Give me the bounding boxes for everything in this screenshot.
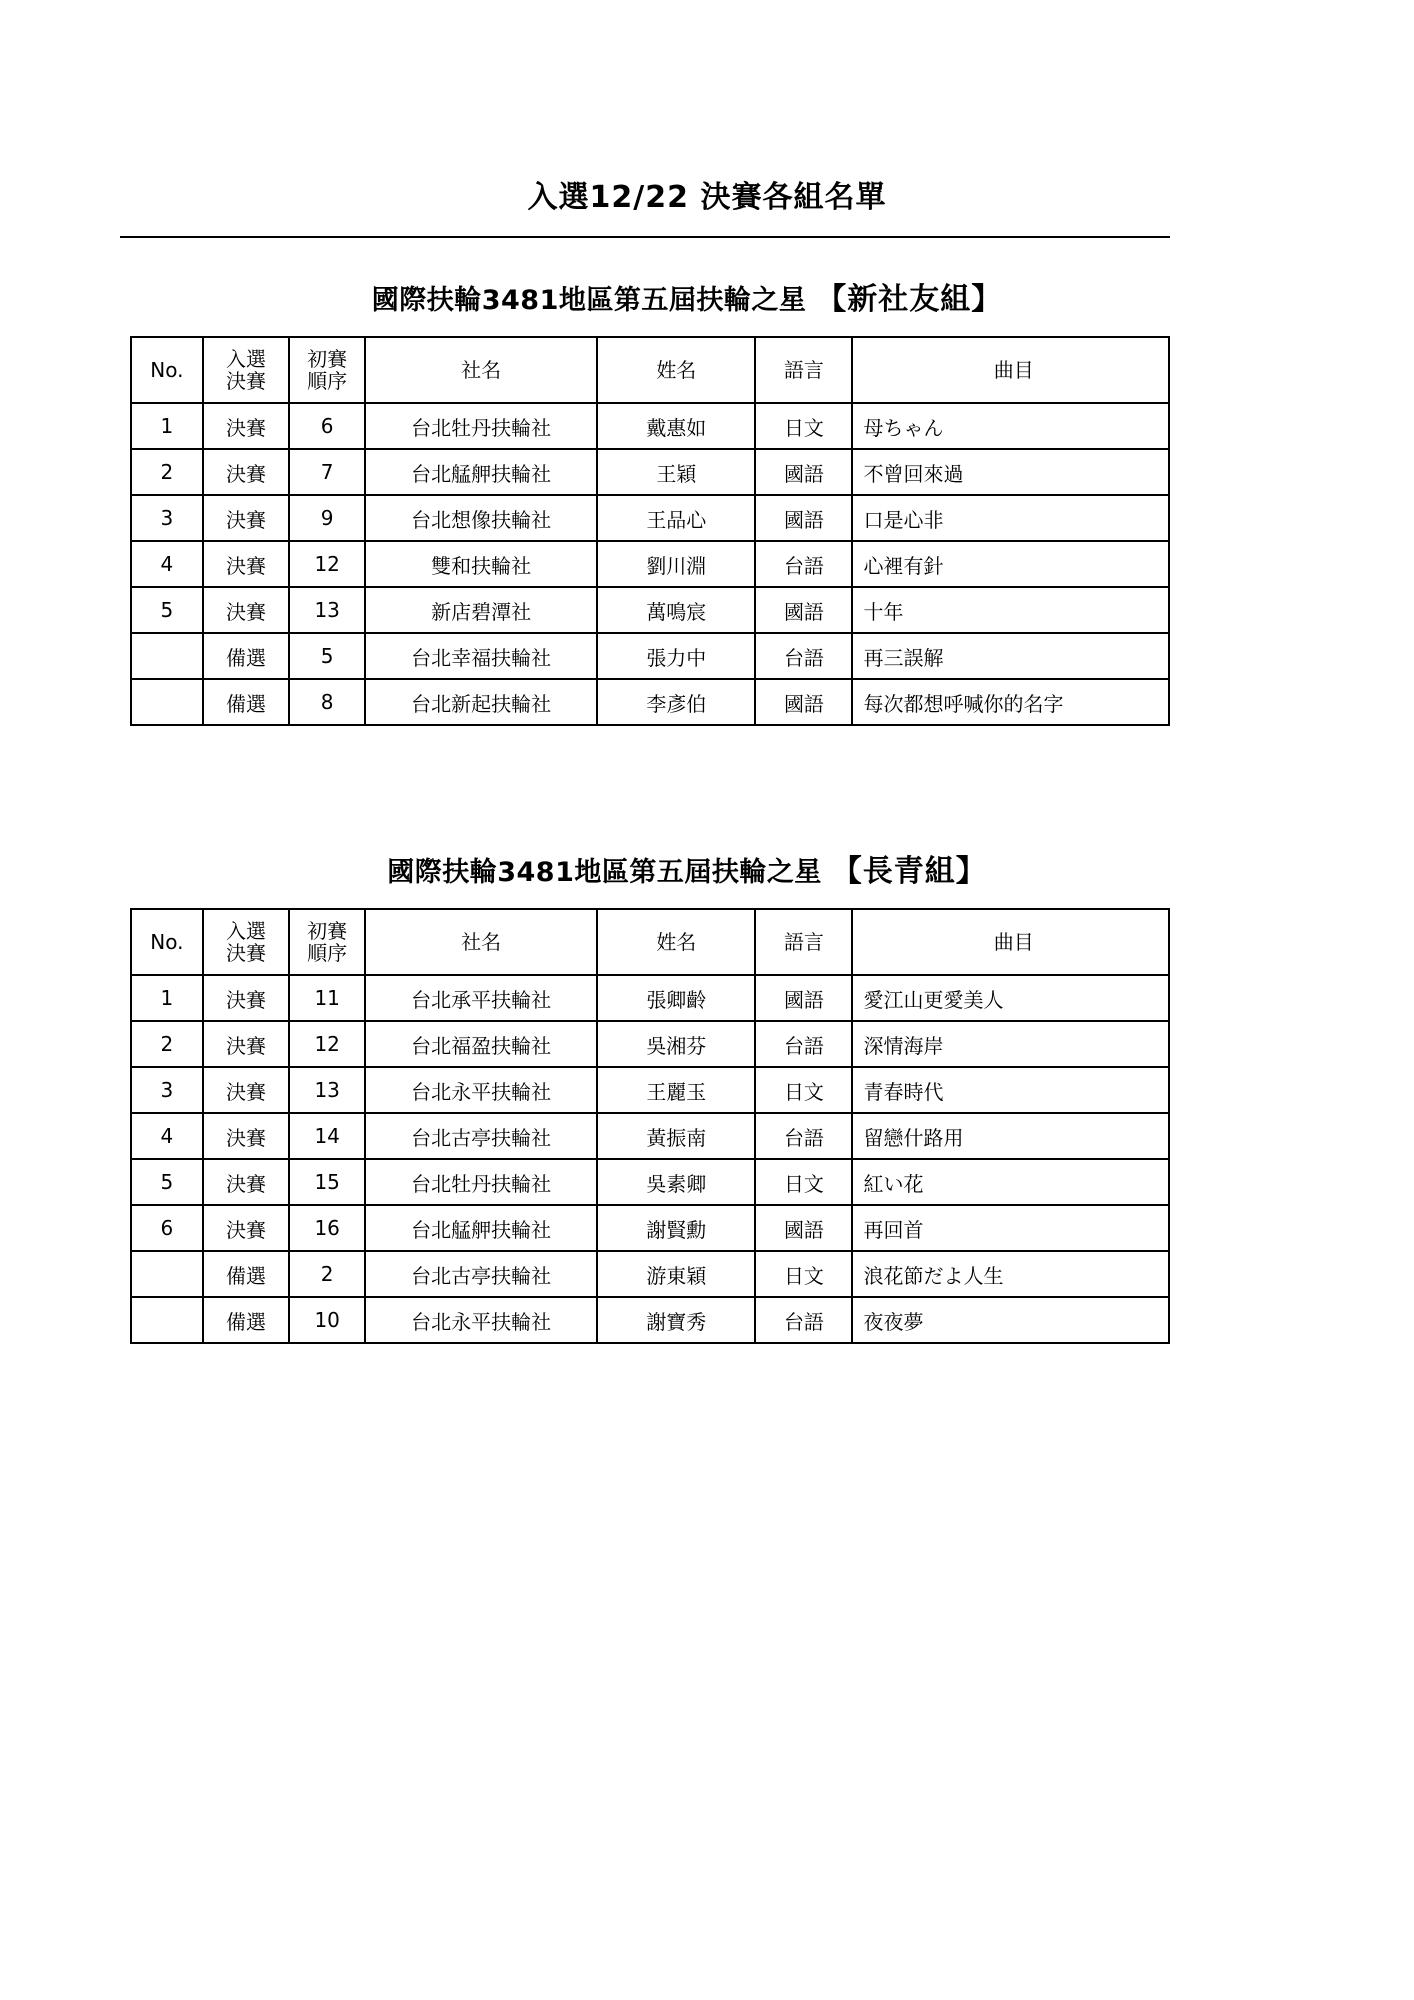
cell-no: 3 xyxy=(131,1067,203,1113)
cell-language: 國語 xyxy=(755,679,852,725)
cell-club: 台北永平扶輪社 xyxy=(365,1297,597,1343)
table-row xyxy=(131,1251,1169,1297)
table-row xyxy=(131,449,1169,495)
cell-final: 決賽 xyxy=(203,1205,289,1251)
cell-club: 台北福盈扶輪社 xyxy=(365,1021,597,1067)
cell-final: 決賽 xyxy=(203,1067,289,1113)
cell-no: 1 xyxy=(131,403,203,449)
page-title: 入選12/22 決賽各組名單 xyxy=(527,180,887,215)
cell-song: 再三誤解 xyxy=(852,633,1169,679)
cell-final: 決賽 xyxy=(203,495,289,541)
col-header-final-line1: 入選 xyxy=(225,918,266,943)
cell-language: 台語 xyxy=(755,1297,852,1343)
cell-language: 日文 xyxy=(755,1159,852,1205)
cell-song: 口是心非 xyxy=(852,495,1169,541)
results-table xyxy=(130,336,1170,726)
col-header-seq-line2: 順序 xyxy=(307,941,348,965)
cell-name: 張力中 xyxy=(597,633,755,679)
col-header-no: No. xyxy=(131,337,203,403)
cell-song: 夜夜夢 xyxy=(852,1297,1169,1343)
cell-language: 日文 xyxy=(755,403,852,449)
table-row xyxy=(131,541,1169,587)
cell-language: 台語 xyxy=(755,1021,852,1067)
cell-seq: 6 xyxy=(289,403,365,449)
cell-language: 國語 xyxy=(755,1205,852,1251)
cell-song: 母ちゃん xyxy=(852,403,1169,449)
table-body xyxy=(131,403,1169,725)
col-header-final xyxy=(203,337,289,403)
cell-no: 2 xyxy=(131,1021,203,1067)
cell-seq: 13 xyxy=(289,587,365,633)
cell-no: 5 xyxy=(131,1159,203,1205)
cell-language: 台語 xyxy=(755,633,852,679)
col-header-language: 語言 xyxy=(755,337,852,403)
col-header-song: 曲目 xyxy=(852,909,1169,975)
cell-club: 台北牡丹扶輪社 xyxy=(365,403,597,449)
cell-seq: 11 xyxy=(289,975,365,1021)
table-row xyxy=(131,1021,1169,1067)
cell-club: 台北承平扶輪社 xyxy=(365,975,597,1021)
col-header-song: 曲目 xyxy=(852,337,1169,403)
cell-club: 台北新起扶輪社 xyxy=(365,679,597,725)
section-heading-group: 【長青組】 xyxy=(831,854,987,889)
section-heading-prefix: 國際扶輪3481地區第五屆扶輪之星 xyxy=(387,857,822,888)
cell-final: 備選 xyxy=(203,679,289,725)
col-header-name: 姓名 xyxy=(597,909,755,975)
col-header-no: No. xyxy=(131,909,203,975)
cell-club: 台北古亭扶輪社 xyxy=(365,1113,597,1159)
table-header-row xyxy=(131,909,1169,975)
col-header-club: 社名 xyxy=(365,909,597,975)
table-body xyxy=(131,975,1169,1343)
cell-club: 雙和扶輪社 xyxy=(365,541,597,587)
col-header-club: 社名 xyxy=(365,337,597,403)
cell-no xyxy=(131,1251,203,1297)
cell-song: 紅い花 xyxy=(852,1159,1169,1205)
cell-language: 日文 xyxy=(755,1067,852,1113)
table-row xyxy=(131,1159,1169,1205)
cell-seq: 7 xyxy=(289,449,365,495)
section-senior xyxy=(120,846,1294,1344)
cell-no xyxy=(131,679,203,725)
cell-final: 決賽 xyxy=(203,975,289,1021)
cell-final: 決賽 xyxy=(203,1159,289,1205)
cell-name: 王穎 xyxy=(597,449,755,495)
section-heading xyxy=(120,846,1294,890)
col-header-final-line2: 決賽 xyxy=(225,941,266,965)
section-heading-prefix: 國際扶輪3481地區第五屆扶輪之星 xyxy=(371,285,807,316)
table-row xyxy=(131,679,1169,725)
cell-final: 備選 xyxy=(203,633,289,679)
cell-final: 決賽 xyxy=(203,541,289,587)
col-header-seq xyxy=(289,337,365,403)
cell-club: 台北想像扶輪社 xyxy=(365,495,597,541)
cell-language: 台語 xyxy=(755,541,852,587)
cell-no xyxy=(131,633,203,679)
col-header-name: 姓名 xyxy=(597,337,755,403)
section-new-members xyxy=(120,274,1294,726)
cell-final: 決賽 xyxy=(203,449,289,495)
cell-no: 2 xyxy=(131,449,203,495)
cell-club: 台北幸福扶輪社 xyxy=(365,633,597,679)
cell-name: 劉川淵 xyxy=(597,541,755,587)
col-header-seq-line2: 順序 xyxy=(307,369,348,393)
cell-seq: 12 xyxy=(289,1021,365,1067)
col-header-final-line1: 入選 xyxy=(225,346,266,371)
cell-name: 李彥伯 xyxy=(597,679,755,725)
col-header-final xyxy=(203,909,289,975)
results-table xyxy=(130,908,1170,1344)
cell-club: 台北艋舺扶輪社 xyxy=(365,449,597,495)
cell-name: 謝賢勳 xyxy=(597,1205,755,1251)
cell-song: 不曾回來過 xyxy=(852,449,1169,495)
cell-final: 決賽 xyxy=(203,1021,289,1067)
cell-club: 台北艋舺扶輪社 xyxy=(365,1205,597,1251)
section-heading xyxy=(120,274,1294,318)
table-row xyxy=(131,1205,1169,1251)
cell-song: 愛江山更愛美人 xyxy=(852,975,1169,1021)
cell-seq: 16 xyxy=(289,1205,365,1251)
cell-song: 心裡有針 xyxy=(852,541,1169,587)
cell-seq: 13 xyxy=(289,1067,365,1113)
cell-name: 戴惠如 xyxy=(597,403,755,449)
cell-no: 4 xyxy=(131,541,203,587)
cell-club: 台北永平扶輪社 xyxy=(365,1067,597,1113)
cell-song: 十年 xyxy=(852,587,1169,633)
cell-seq: 8 xyxy=(289,679,365,725)
cell-seq: 2 xyxy=(289,1251,365,1297)
col-header-seq xyxy=(289,909,365,975)
cell-song: 浪花節だよ人生 xyxy=(852,1251,1169,1297)
table-header-row xyxy=(131,337,1169,403)
cell-name: 吳素卿 xyxy=(597,1159,755,1205)
cell-song: 再回首 xyxy=(852,1205,1169,1251)
cell-language: 國語 xyxy=(755,449,852,495)
cell-language: 國語 xyxy=(755,495,852,541)
cell-club: 台北牡丹扶輪社 xyxy=(365,1159,597,1205)
cell-name: 王品心 xyxy=(597,495,755,541)
cell-language: 日文 xyxy=(755,1251,852,1297)
cell-language: 國語 xyxy=(755,587,852,633)
cell-final: 備選 xyxy=(203,1251,289,1297)
cell-club: 新店碧潭社 xyxy=(365,587,597,633)
table-header xyxy=(131,337,1169,403)
cell-no: 6 xyxy=(131,1205,203,1251)
cell-seq: 14 xyxy=(289,1113,365,1159)
table-row xyxy=(131,633,1169,679)
cell-seq: 10 xyxy=(289,1297,365,1343)
cell-no: 5 xyxy=(131,587,203,633)
table-row xyxy=(131,403,1169,449)
cell-song: 深情海岸 xyxy=(852,1021,1169,1067)
cell-seq: 5 xyxy=(289,633,365,679)
cell-name: 王麗玉 xyxy=(597,1067,755,1113)
cell-final: 備選 xyxy=(203,1297,289,1343)
col-header-language: 語言 xyxy=(755,909,852,975)
cell-name: 張卿齡 xyxy=(597,975,755,1021)
cell-club: 台北古亭扶輪社 xyxy=(365,1251,597,1297)
table-row xyxy=(131,495,1169,541)
cell-name: 吳湘芬 xyxy=(597,1021,755,1067)
cell-final: 決賽 xyxy=(203,1113,289,1159)
table-row xyxy=(131,1113,1169,1159)
cell-song: 留戀什路用 xyxy=(852,1113,1169,1159)
cell-language: 台語 xyxy=(755,1113,852,1159)
table-row xyxy=(131,1297,1169,1343)
cell-name: 游東穎 xyxy=(597,1251,755,1297)
cell-seq: 12 xyxy=(289,541,365,587)
table-row xyxy=(131,587,1169,633)
section-heading-group: 【新社友組】 xyxy=(816,282,1003,317)
cell-song: 青春時代 xyxy=(852,1067,1169,1113)
cell-seq: 9 xyxy=(289,495,365,541)
table-header xyxy=(131,909,1169,975)
col-header-seq-line1: 初賽 xyxy=(307,918,348,943)
title-divider xyxy=(120,236,1170,238)
col-header-seq-line1: 初賽 xyxy=(307,346,348,371)
cell-no xyxy=(131,1297,203,1343)
cell-name: 黃振南 xyxy=(597,1113,755,1159)
cell-language: 國語 xyxy=(755,975,852,1021)
cell-final: 決賽 xyxy=(203,403,289,449)
cell-final: 決賽 xyxy=(203,587,289,633)
table-row xyxy=(131,975,1169,1021)
cell-name: 萬鳴宸 xyxy=(597,587,755,633)
cell-no: 3 xyxy=(131,495,203,541)
table-row xyxy=(131,1067,1169,1113)
cell-no: 1 xyxy=(131,975,203,1021)
cell-no: 4 xyxy=(131,1113,203,1159)
cell-seq: 15 xyxy=(289,1159,365,1205)
col-header-final-line2: 決賽 xyxy=(225,369,266,393)
cell-name: 謝寶秀 xyxy=(597,1297,755,1343)
cell-song: 每次都想呼喊你的名字 xyxy=(852,679,1169,725)
